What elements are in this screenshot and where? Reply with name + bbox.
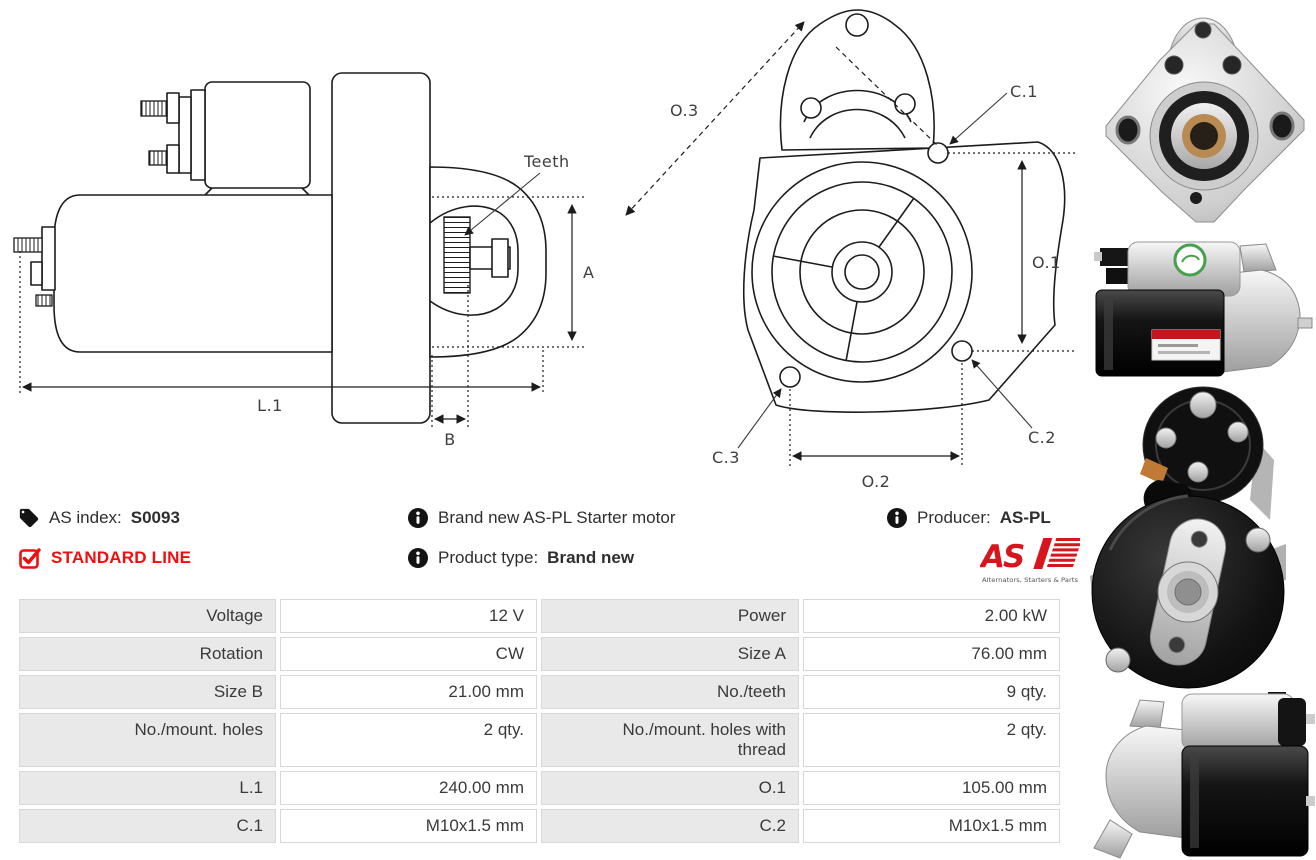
photo2-green-sticker — [1175, 245, 1205, 275]
spec-value: 12 V — [280, 599, 537, 633]
photo1-bottom-hole — [1190, 192, 1202, 204]
hole-c2 — [952, 341, 972, 361]
producer-value: AS-PL — [999, 508, 1051, 527]
front-view-drawing — [608, 0, 1088, 500]
c1-leader-line — [950, 93, 1007, 144]
spec-table — [15, 595, 1064, 847]
photo2-connector — [1106, 268, 1130, 284]
photo4-cap-stud — [1306, 714, 1315, 724]
product-photo-front — [1098, 8, 1313, 233]
terminal-bracket — [42, 227, 55, 290]
photo4-bracket — [1130, 700, 1164, 728]
spec-value: 2 qty. — [280, 713, 537, 767]
as-index-value: S0093 — [130, 508, 180, 527]
spec-label: C.1 — [19, 809, 276, 843]
producer-label: Producer: — [917, 508, 991, 527]
photo4-nose-cone — [1106, 726, 1186, 838]
logo-flag-stripes — [1033, 538, 1080, 569]
photo4-solenoid — [1182, 694, 1294, 750]
terminal-stud-small — [36, 295, 52, 306]
dim-b-label: B — [444, 430, 456, 449]
spec-label: No./mount. holes — [19, 713, 276, 767]
standard-line-row — [18, 546, 398, 570]
photo2-body-sheen — [1104, 296, 1113, 370]
side-view-drawing — [0, 55, 600, 455]
spec-value: 76.00 mm — [803, 637, 1060, 671]
c1-label: C.1 — [1010, 82, 1038, 101]
spec-label: Voltage — [19, 599, 276, 633]
photo1-screw-top — [1195, 22, 1211, 38]
spec-label: No./mount. holes with thread — [541, 713, 799, 767]
photo3-nut-center — [1188, 462, 1208, 482]
spec-value: 2 qty. — [803, 713, 1060, 767]
product-type-label: Product type: — [438, 548, 539, 567]
dome-top-hole — [846, 14, 868, 36]
photo1-ear-hole-right — [1271, 113, 1293, 139]
spec-value: 21.00 mm — [280, 675, 537, 709]
spec-value: 105.00 mm — [803, 771, 1060, 805]
dim-o1-label: O.1 — [1032, 253, 1061, 272]
photo3-nut-left — [1156, 428, 1176, 448]
solenoid-ring2 — [179, 97, 191, 173]
solenoid-stud1 — [141, 101, 167, 116]
solenoid-ring1 — [191, 90, 205, 180]
dim-o3-label: O.3 — [670, 101, 699, 120]
table-row — [19, 809, 1060, 843]
photo4-black-body — [1182, 746, 1308, 856]
as-index-row — [18, 506, 398, 530]
dome-right-hole — [895, 94, 915, 114]
checkbox-checked-icon — [18, 546, 42, 570]
teeth-label: Teeth — [524, 152, 570, 171]
table-row — [19, 675, 1060, 709]
photo2-terminal-bolt — [1094, 252, 1102, 261]
brand-new-text: Brand new AS-PL Starter motor — [438, 508, 676, 527]
photo4-foot — [1094, 820, 1132, 858]
photo1-screw-left — [1165, 56, 1183, 74]
spec-value: 9 qty. — [803, 675, 1060, 709]
spec-label: No./teeth — [541, 675, 799, 709]
spec-label: Power — [541, 599, 799, 633]
solenoid-stud2 — [149, 151, 167, 165]
photo3-nut-right — [1228, 422, 1248, 442]
spec-label: C.2 — [541, 809, 799, 843]
spec-value: M10x1.5 mm — [280, 809, 537, 843]
solenoid-nut1 — [167, 93, 179, 123]
photo1-screw-right — [1223, 56, 1241, 74]
solenoid-outline — [205, 82, 310, 188]
pinion-gear — [444, 217, 470, 293]
photo4-rear-stud — [1306, 796, 1315, 806]
dim-l1-label: L.1 — [257, 396, 283, 415]
photo2-terminals — [1100, 248, 1130, 266]
producer-row — [886, 506, 1078, 530]
terminal-block — [31, 262, 42, 285]
photo2-bracket — [1240, 244, 1276, 272]
photo4-solenoid-cap — [1278, 698, 1306, 746]
info-icon — [886, 507, 908, 529]
photo2-label-line1 — [1158, 344, 1198, 347]
brand-new-row — [407, 506, 827, 530]
photo1-ear-hole-left — [1117, 117, 1139, 143]
photo3-bolt-right — [1246, 528, 1270, 552]
product-photo-rear — [1088, 380, 1288, 690]
as-pl-logo — [980, 536, 1080, 586]
c3-label: C.3 — [712, 448, 740, 467]
shaft-collar — [492, 239, 508, 277]
c2-label: C.2 — [1028, 428, 1056, 447]
photo3-bolt-left — [1106, 648, 1130, 672]
hole-c1 — [928, 143, 948, 163]
dome-left-hole — [801, 98, 821, 118]
info-column-middle — [407, 506, 827, 586]
terminal-stud — [14, 238, 42, 252]
dim-a-label: A — [583, 263, 595, 282]
photo1-shaft-bore — [1190, 122, 1218, 150]
product-type-value: Brand new — [547, 548, 635, 567]
tag-icon — [18, 507, 40, 529]
spec-label: Rotation — [19, 637, 276, 671]
spec-value: CW — [280, 637, 537, 671]
table-row — [19, 637, 1060, 671]
info-column-left — [18, 506, 398, 586]
table-row — [19, 771, 1060, 805]
spec-label: O.1 — [541, 771, 799, 805]
hole-c3 — [780, 367, 800, 387]
info-icon — [407, 547, 429, 569]
photo3-boss-hex — [1175, 579, 1201, 605]
solenoid-joints — [205, 188, 309, 195]
product-photo-side-left — [1090, 690, 1315, 860]
product-type-row — [407, 546, 827, 570]
photo3-nut-top — [1190, 392, 1216, 418]
solenoid-nut2 — [167, 145, 179, 173]
product-photo-side-right — [1094, 236, 1314, 381]
photo2-label-red-bar — [1152, 330, 1220, 339]
photo2-shaft-stud — [1298, 318, 1312, 328]
spec-label: L.1 — [19, 771, 276, 805]
table-row — [19, 599, 1060, 633]
spec-value: 2.00 kW — [803, 599, 1060, 633]
photo4-body-sheen — [1190, 752, 1199, 848]
motor-body-outline — [54, 195, 332, 352]
standard-line-label: STANDARD LINE — [51, 548, 192, 567]
c3-leader-line — [738, 389, 781, 448]
table-row — [19, 713, 1060, 767]
photo2-label-line2 — [1158, 351, 1210, 354]
info-icon — [407, 507, 429, 529]
dim-o2-label: O.2 — [861, 472, 891, 491]
logo-tagline: Alternators, Starters & Parts — [982, 576, 1079, 584]
spec-value: 240.00 mm — [280, 771, 537, 805]
as-index-label: AS index: — [49, 508, 122, 527]
spec-label: Size A — [541, 637, 799, 671]
drive-frame-outline — [332, 73, 430, 423]
spec-value: M10x1.5 mm — [803, 809, 1060, 843]
logo-text: AS — [981, 539, 1024, 575]
spec-label: Size B — [19, 675, 276, 709]
